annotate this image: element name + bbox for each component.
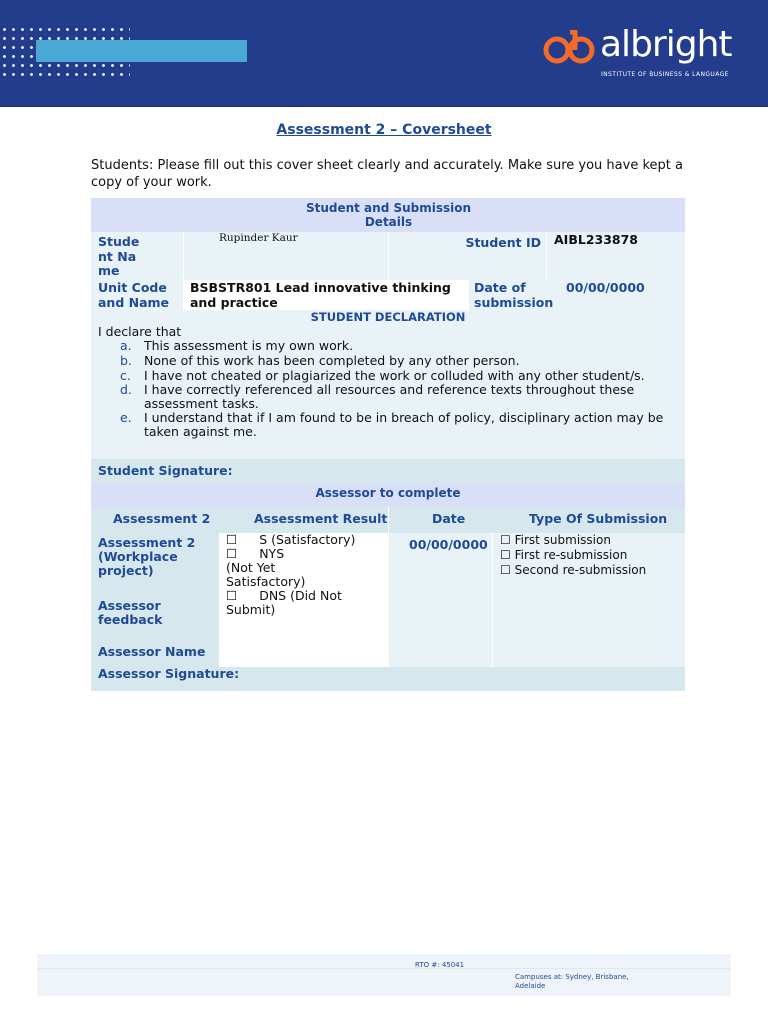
result-option-nys-description: (Not Yet Satisfactory) (226, 560, 306, 589)
submission-type-column (493, 533, 685, 667)
student-signature-label: Student Signature: (98, 463, 233, 478)
declaration-item: a. This assessment is my own work. (120, 338, 354, 353)
checkbox-icon[interactable]: ☐ (500, 548, 511, 562)
assessor-column-headers (91, 507, 685, 533)
assessor-signature-row[interactable] (91, 667, 685, 691)
declaration-list (98, 339, 673, 439)
student-name-field[interactable] (184, 232, 388, 280)
column-type-of-submission: Type Of Submission (529, 511, 668, 526)
albright-logo-icon (543, 30, 599, 66)
unit-label-cell (91, 280, 183, 310)
declaration-intro: I declare that (98, 324, 182, 339)
assessment-date-cell[interactable] (389, 533, 492, 667)
student-id-label: Student ID (465, 235, 541, 250)
page-title: Assessment 2 – Coversheet (276, 122, 492, 138)
student-name-value: Rupinder Kaur (219, 232, 298, 244)
submission-option-first[interactable]: ☐ First submission (500, 533, 611, 547)
date-of-submission-field[interactable] (557, 280, 685, 310)
assessor-heading-row (91, 483, 685, 507)
page-footer (37, 954, 731, 996)
assessment-2-label: Assessment 2 (Workplace project) (98, 535, 196, 578)
assessment-date-value: 00/00/0000 (409, 537, 488, 552)
intro-text: Students: Please fill out this cover sheet clearly and accurately. Make sure you have kept a copy of your work. (91, 158, 683, 190)
student-id-label-cell (389, 232, 546, 280)
checkbox-icon[interactable]: ☐ (500, 563, 511, 577)
result-option-dns[interactable]: ☐ DNS (Did Not Submit) (226, 588, 342, 617)
student-id-value: AIBL233878 (554, 232, 639, 247)
result-option-satisfactory[interactable]: ☐ S (Satisfactory) (226, 532, 356, 547)
column-assessment-result: Assessment Result (254, 511, 388, 526)
unit-value-cell (184, 280, 469, 310)
header-banner (0, 0, 768, 107)
footer-campuses: Campuses at: Sydney, Brisbane, Adelaide (515, 973, 629, 990)
date-label-cell (469, 280, 557, 310)
declaration-item: b. None of this work has been completed by any other person. (120, 353, 520, 368)
checkbox-icon[interactable]: ☐ (226, 532, 238, 547)
assessor-feedback-label: Assessor feedback (98, 598, 163, 627)
declaration-block (91, 310, 685, 459)
footer-rto: RTO #: 45041 (415, 961, 465, 969)
student-details-heading: Student and Submission Details (91, 198, 685, 232)
declaration-item: c. I have not cheated or plagiarized the work or colluded with any other student/s. (120, 368, 645, 383)
unit-label: Unit Code and Name (98, 280, 170, 310)
column-date: Date (432, 511, 466, 526)
assessor-signature-label: Assessor Signature: (98, 666, 240, 681)
declaration-item: d. I have correctly referenced all resources and reference texts throughout these assessment tasks. (120, 382, 635, 411)
logo-wordmark: albright (600, 24, 732, 65)
unit-value: BSBSTR801 Lead innovative thinking and practice (190, 280, 451, 310)
submission-option-second-resubmission[interactable]: ☐ Second re-submission (500, 563, 647, 577)
column-divider (388, 507, 389, 533)
checkbox-icon[interactable]: ☐ (226, 588, 238, 603)
declaration-item: e. I understand that if I am found to be in breach of policy, disciplinary action may be taken against me. (120, 410, 664, 439)
student-signature-row[interactable] (91, 459, 685, 483)
student-name-label-cell (91, 232, 183, 280)
footer-divider (37, 968, 731, 969)
student-name-label: Student Name (98, 234, 140, 278)
assessor-heading: Assessor to complete (315, 486, 461, 500)
submission-option-first-resubmission[interactable]: ☐ First re-submission (500, 548, 628, 562)
checkbox-icon[interactable]: ☐ (500, 533, 511, 547)
assessment-result-column (220, 533, 388, 667)
student-id-field[interactable] (547, 232, 685, 280)
accent-bar (36, 40, 247, 62)
declaration-heading: STUDENT DECLARATION (310, 310, 466, 324)
column-assessment: Assessment 2 (113, 511, 211, 526)
assessor-name-label: Assessor Name (98, 644, 206, 659)
albright-logo (543, 24, 733, 83)
checkbox-icon[interactable]: ☐ (226, 546, 238, 561)
assessor-label-column (91, 533, 219, 667)
logo-subtitle: INSTITUTE OF BUSINESS & LANGUAGE (601, 71, 729, 78)
result-option-nys[interactable]: ☐ NYS (226, 546, 285, 561)
date-of-submission-label: Date of submission (474, 280, 554, 310)
date-of-submission-value: 00/00/0000 (566, 280, 645, 295)
